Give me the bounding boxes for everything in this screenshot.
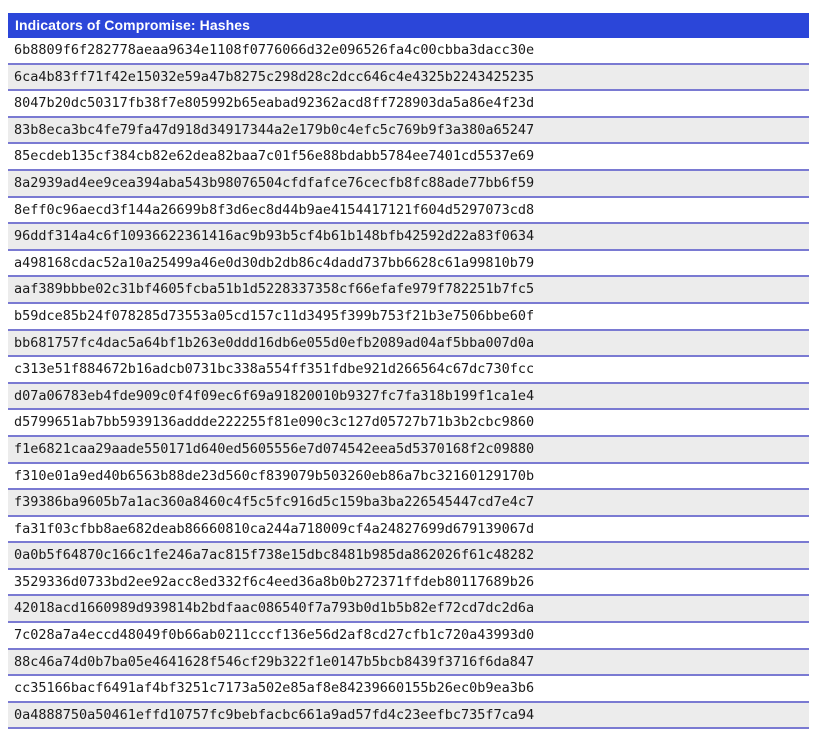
table-row: [8, 304, 809, 331]
table-row: [8, 543, 809, 570]
table-row: [8, 464, 809, 491]
table-row: [8, 570, 809, 597]
table-row: [8, 331, 809, 358]
hash-value: 42018acd1660989d939814b2bdfaac086540f7a793b0d1b5b82ef72cd7dc2d6a: [14, 600, 535, 617]
hash-value: d5799651ab7bb5939136addde222255f81e090c3c127d05727b71b3b2cbc9860: [14, 414, 535, 431]
table-row: [8, 410, 809, 437]
table-row: [8, 224, 809, 251]
hash-value: 88c46a74d0b7ba05e4641628f546cf29b322f1e0147b5bcb8439f3716f6da847: [14, 653, 535, 670]
hash-value: 6ca4b83ff71f42e15032e59a47b8275c298d28c2dcc646c4e4325b2243425235: [14, 68, 535, 85]
hash-value: 8047b20dc50317fb38f7e805992b65eabad92362acd8ff728903da5a86e4f23d: [14, 95, 535, 112]
hash-value: 6b8809f6f282778aeaa9634e1108f0776066d32e096526fa4c00cbba3dacc30e: [14, 42, 535, 58]
hash-value: f1e6821caa29aade550171d640ed5605556e7d074542eea5d5370168f2c09880: [14, 440, 535, 457]
table-row: [8, 623, 809, 650]
table-title: Indicators of Compromise: Hashes: [15, 17, 251, 33]
table-row: [8, 38, 809, 65]
table-row: [8, 118, 809, 145]
hash-value: 8a2939ad4ee9cea394aba543b98076504cfdfafce76cecfb8fc88ade77bb6f59: [14, 174, 535, 191]
hash-value: 8eff0c96aecd3f144a26699b8f3d6ec8d44b9ae4154417121f604d5297073cd8: [14, 201, 535, 218]
hash-value: c313e51f884672b16adcb0731bc338a554ff351fdbe921d266564c67dc730fcc: [14, 361, 535, 378]
table-row: [8, 277, 809, 304]
table-row: [8, 171, 809, 198]
hash-value: aaf389bbbe02c31bf4605fcba51b1d5228337358cf66efafe979f782251b7fc5: [14, 281, 535, 298]
hash-value: 96ddf314a4c6f10936622361416ac9b93b5cf4b61b148bfb42592d22a83f0634: [14, 228, 535, 245]
table-row: [8, 650, 809, 677]
table-row: [8, 703, 809, 730]
hash-value: 0a4888750a50461effd10757fc9bebfacbc661a9ad57fd4c23eefbc735f7ca94: [14, 706, 535, 723]
table-row: [8, 676, 809, 703]
table-title-bar: [8, 13, 809, 38]
hash-value: a498168cdac52a10a25499a46e0d30db2db86c4dadd737bb6628c61a99810b79: [14, 254, 535, 271]
hash-value: 83b8eca3bc4fe79fa47d918d34917344a2e179b0c4efc5c769b9f3a380a65247: [14, 121, 535, 138]
table-row: [8, 144, 809, 171]
hash-value: f310e01a9ed40b6563b88de23d560cf839079b503260eb86a7bc32160129170b: [14, 467, 535, 484]
hash-value: b59dce85b24f078285d73553a05cd157c11d3495f399b753f21b3e7506bbe60f: [14, 307, 535, 324]
hash-value: 3529336d0733bd2ee92acc8ed332f6c4eed36a8b0b272371ffdeb80117689b26: [14, 573, 535, 590]
table-row: [8, 198, 809, 225]
table-row: [8, 91, 809, 118]
table-row: [8, 65, 809, 92]
table-row: [8, 517, 809, 544]
table-row: [8, 251, 809, 278]
hash-value: d07a06783eb4fde909c0f4f09ec6f69a91820010b9327fc7fa318b199f1ca1e4: [14, 387, 535, 404]
hash-value: 7c028a7a4eccd48049f0b66ab0211cccf136e56d2af8cd27cfb1c720a43993d0: [14, 627, 535, 644]
hash-value: bb681757fc4dac5a64bf1b263e0ddd16db6e055d0efb2089ad04af5bba007d0a: [14, 334, 535, 351]
table-row: [8, 357, 809, 384]
hash-value: 0a0b5f64870c166c1fe246a7ac815f738e15dbc8481b985da862026f61c48282: [14, 547, 535, 564]
ioc-hash-table: [8, 13, 809, 729]
hash-value: f39386ba9605b7a1ac360a8460c4f5c5fc916d5c159ba3ba226545447cd7e4c7: [14, 494, 535, 511]
table-row: [8, 384, 809, 411]
hash-value: fa31f03cfbb8ae682deab86660810ca244a718009cf4a24827699d679139067d: [14, 520, 535, 537]
table-row: [8, 490, 809, 517]
hash-table-body: [8, 38, 809, 729]
hash-value: cc35166bacf6491af4bf3251c7173a502e85af8e84239660155b26ec0b9ea3b6: [14, 680, 535, 697]
table-row: [8, 437, 809, 464]
table-row: [8, 596, 809, 623]
hash-value: 85ecdeb135cf384cb82e62dea82baa7c01f56e88bdabb5784ee7401cd5537e69: [14, 148, 535, 165]
